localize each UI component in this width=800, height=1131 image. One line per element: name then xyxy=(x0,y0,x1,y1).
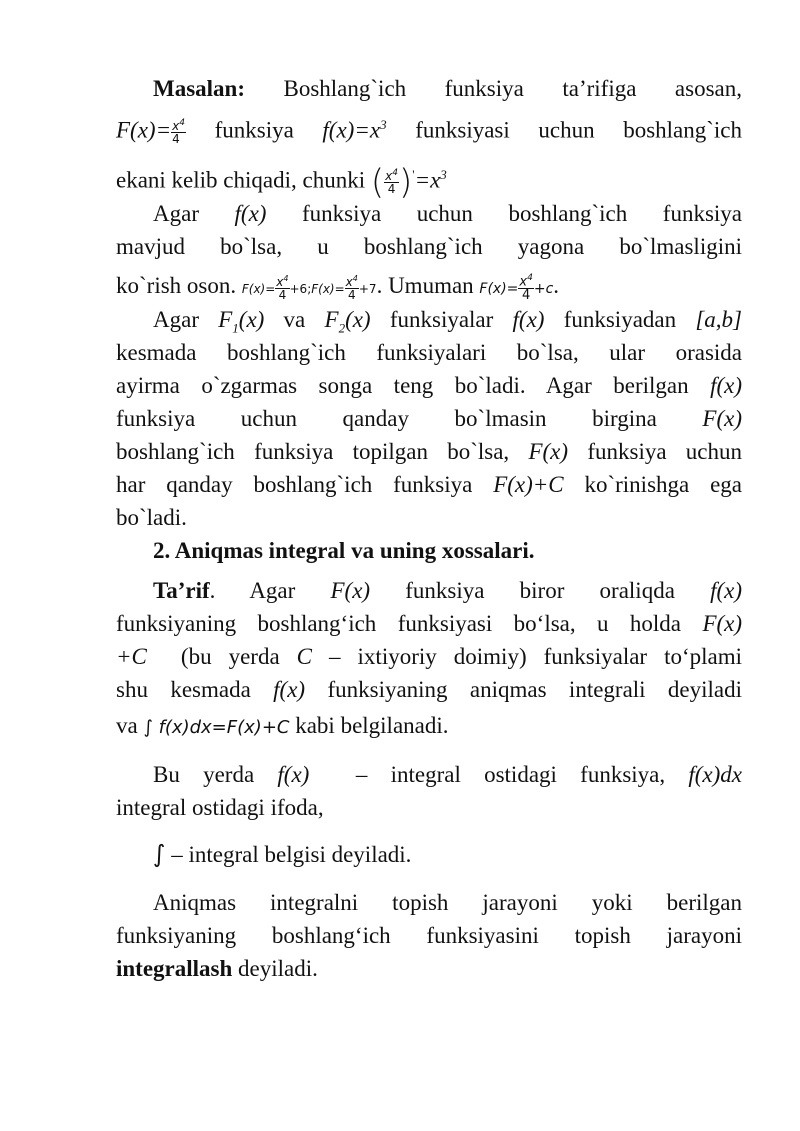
p4-line2: funksiyaning boshlang‘ich funksiyasi bo‘lsa, u holda F(x) xyxy=(116,611,743,636)
p2-line3: ko`rish oson. F(x)= $\frac{x^4}{4}$ +6;F(x)= $\frac{x^4}{4}$ +7. Umuman F(x)= $\frac{x^4}{4}$ +c. xyxy=(116,272,560,303)
p3-line6: har qanday boshlang`ich funksiya F(x)+C ko`rinishga ega xyxy=(116,472,742,497)
p1-line2 xyxy=(116,105,742,145)
p1-text2: funksiya xyxy=(214,117,294,143)
p5-line1: Bu yerda f(x) – integral ostidagi funksiya, f(x)dx xyxy=(153,762,743,787)
p3-line5: boshlang`ich funksiya topilgan bo`lsa, F(x) funksiya uchun xyxy=(116,439,743,464)
p7-line2: funksiyaning boshlang‘ich funksiyasini topish jarayoni xyxy=(116,923,742,948)
example-label: Masalan: xyxy=(153,76,245,101)
p3-line3: ayirma o`zgarmas songa teng bo`ladi. Agar berilgan f(x) xyxy=(116,373,742,398)
paren-open: ( xyxy=(370,162,385,203)
p4-line1: Ta’rif. Agar F(x) funksiya biror oraliqda f(x) xyxy=(153,578,743,603)
term-integrallash: integrallash xyxy=(116,956,233,981)
p3-line1: Agar $F_1(x)$ va $F_2(x)$ funksiyalar f(x) funksiyadan [a,b] xyxy=(153,307,742,336)
p1-text1: Boshlang`ich funksiya ta’rifiga asosan, xyxy=(283,76,742,101)
pow3b: 3 xyxy=(440,167,447,182)
p4-line5: va ∫ f(x)dx=F(x)+C kabi belgilanadi. xyxy=(116,713,449,738)
general-lhs: F(x)= xyxy=(479,281,519,297)
integral-sign-icon: ∫ xyxy=(153,840,166,868)
p1-text3: funksiyasi uchun boshlang`ich xyxy=(415,117,743,143)
page-content xyxy=(116,72,742,985)
p1-text4: ekani kelib chiqadi, chunki xyxy=(116,167,366,193)
fx-x3: f(x)=x xyxy=(322,117,381,143)
p4-line4: shu kesmada f(x) funksiyaning aniqmas integrali deyiladi xyxy=(116,677,743,702)
p1-line1 xyxy=(116,72,742,105)
p2-line2: mavjud bo`lsa, u boshlang`ich yagona bo`lmasligini xyxy=(116,234,742,259)
p7-line1: Aniqmas integralni topish jarayoni yoki berilgan xyxy=(153,890,742,915)
integral-formula: ∫ f(x)dx=F(x)+C xyxy=(143,717,290,738)
section-heading: 2. Aniqmas integral va uning xossalari. xyxy=(153,538,535,563)
p4-line3: +C (bu yerda C – ixtiyoriy doimiy) funksiyalar to‘plami xyxy=(116,644,743,669)
eq-x: =x xyxy=(414,167,441,193)
prime: ' xyxy=(412,167,415,182)
example2-lhs: F(x)= xyxy=(311,282,345,296)
paren-close: ) xyxy=(398,162,413,203)
p2-line1: Agar f(x) funksiya uchun boshlang`ich funksiya xyxy=(153,201,742,226)
p7-line3: integrallash deyiladi. xyxy=(116,956,318,981)
p6-line1: ∫ – integral belgisi deyiladi. xyxy=(153,840,412,868)
general-fraction: $\frac{x^4}{4}$ xyxy=(519,272,533,303)
p3-line4: funksiya uchun qanday bo`lmasin birgina F(x) xyxy=(116,406,742,431)
p5-line2: integral ostidagi ifoda, xyxy=(116,795,324,820)
pow3: 3 xyxy=(380,117,387,132)
fraction-x4-4: $\frac{x^4}{4}$ xyxy=(172,118,185,147)
example2-fraction: $\frac{x^4}{4}$ xyxy=(345,273,358,302)
p1-line3 xyxy=(116,145,742,203)
definition-label: Ta’rif xyxy=(153,578,210,603)
p3-line2: kesmada boshlang`ich funksiyalari bo`lsa, ular orasida xyxy=(116,340,742,365)
F-lhs: F(x)= xyxy=(116,117,172,143)
fraction-derivative: $\frac{x^4}{4}$ xyxy=(385,168,398,197)
example1-fraction: $\frac{x^4}{4}$ xyxy=(276,273,289,302)
example1-lhs: F(x)= xyxy=(241,282,276,296)
p3-line7: bo`ladi. xyxy=(116,505,187,530)
